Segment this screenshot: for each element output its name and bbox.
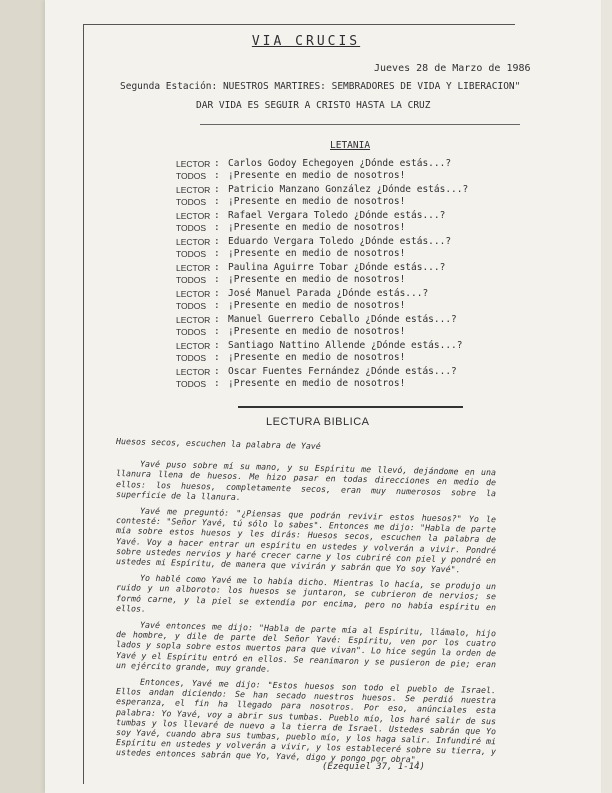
- lector-line: [176, 236, 468, 248]
- todos-text: ¡Presente en medio de nosotros!: [228, 222, 406, 233]
- litany-entry: [176, 236, 468, 260]
- colon: :: [214, 184, 220, 195]
- lector-role: LECTOR: [176, 263, 211, 273]
- lector-text: José Manuel Parada ¿Dónde estás...?: [228, 288, 429, 299]
- litany-entry: [176, 288, 468, 312]
- reading-paragraph: Entonces, Yavé me dijo: "Estos huesos son todo el pueblo de Israel. Ellos andan diciendo: Se han secado nuestros huesos. Se perdió nuestra esperanza, el fin ha llegado para nosotros. Por eso, anúnciales esta palabra: Yo Yavé, voy a abrir sus tumbas. Pueblo mío, los haré salir de sus tumbas y los llevaré de nuevo a la tierra de Israel. Ustedes sabrán que Yo soy Yavé, cuando abra sus tumbas, pueblo mío, y los haga salir. Infundiré mi Espíritu en ustedes y volverán a vivir, y los estableceré sobre su tierra, y ustedes entonces sabrán que Yo, Yavé, digo y pongo por obra".: [116, 676, 496, 765]
- reading-paragraph: Yavé me preguntó: "¿Piensas que podrán revivir estos huesos?" Yo le contesté: "Señor Yavé, tú sólo lo sabes". Entonces me dijo: "Habla de parte mía sobre estos huesos y les dirás: Huesos secos, escuchen la palabra de Yavé. Voy a hacer entrar un espíritu en ustedes y volverán a vivir. Pondré sobre ustedes nervios y haré crecer carne y los cubriré con piel y pondré en ustedes mi Espíritu, de manera que vivirán y sabrán que Yo soy Yavé".: [116, 505, 496, 575]
- lector-role: LECTOR: [176, 315, 211, 325]
- reading-paragraph: Yavé entonces me dijo: "Habla de parte mía al Espíritu, llámalo, hijo de hombre, y dile de parte del Señor Yavé: Espíritu, ven por los cuatro lados y sopla sobre estos muertos para que vivan". Lo hice según la orden de Yavé y el Espíritu entró en ellos. Se reanimaron y se pusieron de pie; eran un ejército grande, muy grande.: [116, 619, 496, 674]
- lector-line: [176, 262, 468, 274]
- lector-text: Paulina Aguirre Tobar ¿Dónde estás...?: [228, 262, 446, 273]
- litany-entry: [176, 158, 468, 182]
- lector-text: Manuel Guerrero Ceballo ¿Dónde estás...?: [228, 314, 457, 325]
- todos-text: ¡Presente en medio de nosotros!: [228, 248, 406, 259]
- lector-text: Oscar Fuentes Fernández ¿Dónde estás...?: [228, 366, 457, 377]
- todos-line: [176, 248, 468, 260]
- reading-paragraph: Yo hablé como Yavé me lo había dicho. Mientras lo hacía, se produjo un ruido y un alboroto: los huesos se juntaron, se cubrieron de nervios; se formó carne, y la piel se extendía por encima, pero no había espíritu en ellos.: [116, 572, 496, 614]
- colon: :: [214, 314, 220, 325]
- colon: :: [214, 210, 220, 221]
- colon: :: [214, 236, 220, 247]
- litany-list: [176, 158, 468, 392]
- colon: :: [214, 170, 220, 181]
- litany-entry: [176, 210, 468, 234]
- lector-line: [176, 340, 468, 352]
- colon: :: [214, 340, 220, 351]
- document-title: VIA CRUCIS: [251, 34, 361, 49]
- frame-line-top: [83, 24, 515, 25]
- todos-role: TODOS: [176, 197, 207, 207]
- litany-entry: [176, 366, 468, 390]
- litany-entry: [176, 340, 468, 364]
- todos-role: TODOS: [176, 249, 207, 259]
- lector-role: LECTOR: [176, 185, 211, 195]
- todos-text: ¡Presente en medio de nosotros!: [228, 326, 406, 337]
- colon: :: [214, 352, 220, 363]
- separator-line: [200, 124, 520, 125]
- colon: :: [214, 288, 220, 299]
- todos-text: ¡Presente en medio de nosotros!: [228, 170, 406, 181]
- reading-intro: Huesos secos, escuchen la palabra de Yavé: [116, 436, 321, 452]
- colon: :: [214, 248, 220, 259]
- todos-text: ¡Presente en medio de nosotros!: [228, 378, 406, 389]
- document-date: Jueves 28 de Marzo de 1986: [374, 63, 531, 74]
- scripture-reference: (Ezequiel 37, 1-14): [322, 762, 425, 772]
- todos-role: TODOS: [176, 275, 207, 285]
- lector-line: [176, 184, 468, 196]
- todos-line: [176, 352, 468, 364]
- lector-line: [176, 210, 468, 222]
- litany-entry: [176, 314, 468, 338]
- todos-line: [176, 222, 468, 234]
- todos-line: [176, 378, 468, 390]
- lector-role: LECTOR: [176, 289, 211, 299]
- station-heading: Segunda Estación: NUESTROS MARTIRES: SEMBRADORES DE VIDA Y LIBERACION": [120, 81, 521, 92]
- colon: :: [214, 274, 220, 285]
- colon: :: [214, 158, 220, 169]
- colon: :: [214, 196, 220, 207]
- lector-role: LECTOR: [176, 341, 211, 351]
- todos-text: ¡Presente en medio de nosotros!: [228, 274, 406, 285]
- lector-role: LECTOR: [176, 367, 211, 377]
- lector-line: [176, 366, 468, 378]
- colon: :: [214, 300, 220, 311]
- todos-line: [176, 196, 468, 208]
- litany-entry: [176, 184, 468, 208]
- motto-line: DAR VIDA ES SEGUIR A CRISTO HASTA LA CRUZ: [196, 100, 431, 111]
- reading-paragraph: Yavé puso sobre mí su mano, y su Espíritu me llevó, dejándome en una llanura llena de huesos. Me hizo pasar en todas direcciones en medio de ellos: los huesos, completamente secos, eran muy numerosos sobre la superficie de la llanura.: [116, 458, 496, 502]
- page-edge: [0, 0, 45, 793]
- todos-role: TODOS: [176, 353, 207, 363]
- todos-line: [176, 300, 468, 312]
- colon: :: [214, 222, 220, 233]
- lector-role: LECTOR: [176, 237, 211, 247]
- lector-text: Carlos Godoy Echegoyen ¿Dónde estás...?: [228, 158, 452, 169]
- reading-body: [116, 436, 496, 773]
- todos-line: [176, 326, 468, 338]
- todos-line: [176, 274, 468, 286]
- todos-text: ¡Presente en medio de nosotros!: [228, 196, 406, 207]
- colon: :: [214, 378, 220, 389]
- colon: :: [214, 262, 220, 273]
- todos-role: TODOS: [176, 171, 207, 181]
- lector-text: Santiago Nattino Allende ¿Dónde estás...?: [228, 340, 463, 351]
- lector-line: [176, 314, 468, 326]
- todos-role: TODOS: [176, 223, 207, 233]
- litany-entry: [176, 262, 468, 286]
- frame-line-left: [83, 24, 84, 784]
- todos-line: [176, 170, 468, 182]
- todos-role: TODOS: [176, 301, 207, 311]
- lector-role: LECTOR: [176, 159, 211, 169]
- todos-role: TODOS: [176, 327, 207, 337]
- lector-text: Rafael Vergara Toledo ¿Dónde estás...?: [228, 210, 446, 221]
- todos-role: TODOS: [176, 379, 207, 389]
- reading-heading: LECTURA BIBLICA: [266, 416, 370, 428]
- colon: :: [214, 326, 220, 337]
- colon: :: [214, 366, 220, 377]
- lector-role: LECTOR: [176, 211, 211, 221]
- lector-line: [176, 158, 468, 170]
- section-divider: [238, 406, 463, 408]
- litany-heading: LETANIA: [330, 140, 371, 151]
- lector-text: Patricio Manzano González ¿Dónde estás...?: [228, 184, 469, 195]
- todos-text: ¡Presente en medio de nosotros!: [228, 300, 406, 311]
- lector-text: Eduardo Vergara Toledo ¿Dónde estás...?: [228, 236, 452, 247]
- lector-line: [176, 288, 468, 300]
- todos-text: ¡Presente en medio de nosotros!: [228, 352, 406, 363]
